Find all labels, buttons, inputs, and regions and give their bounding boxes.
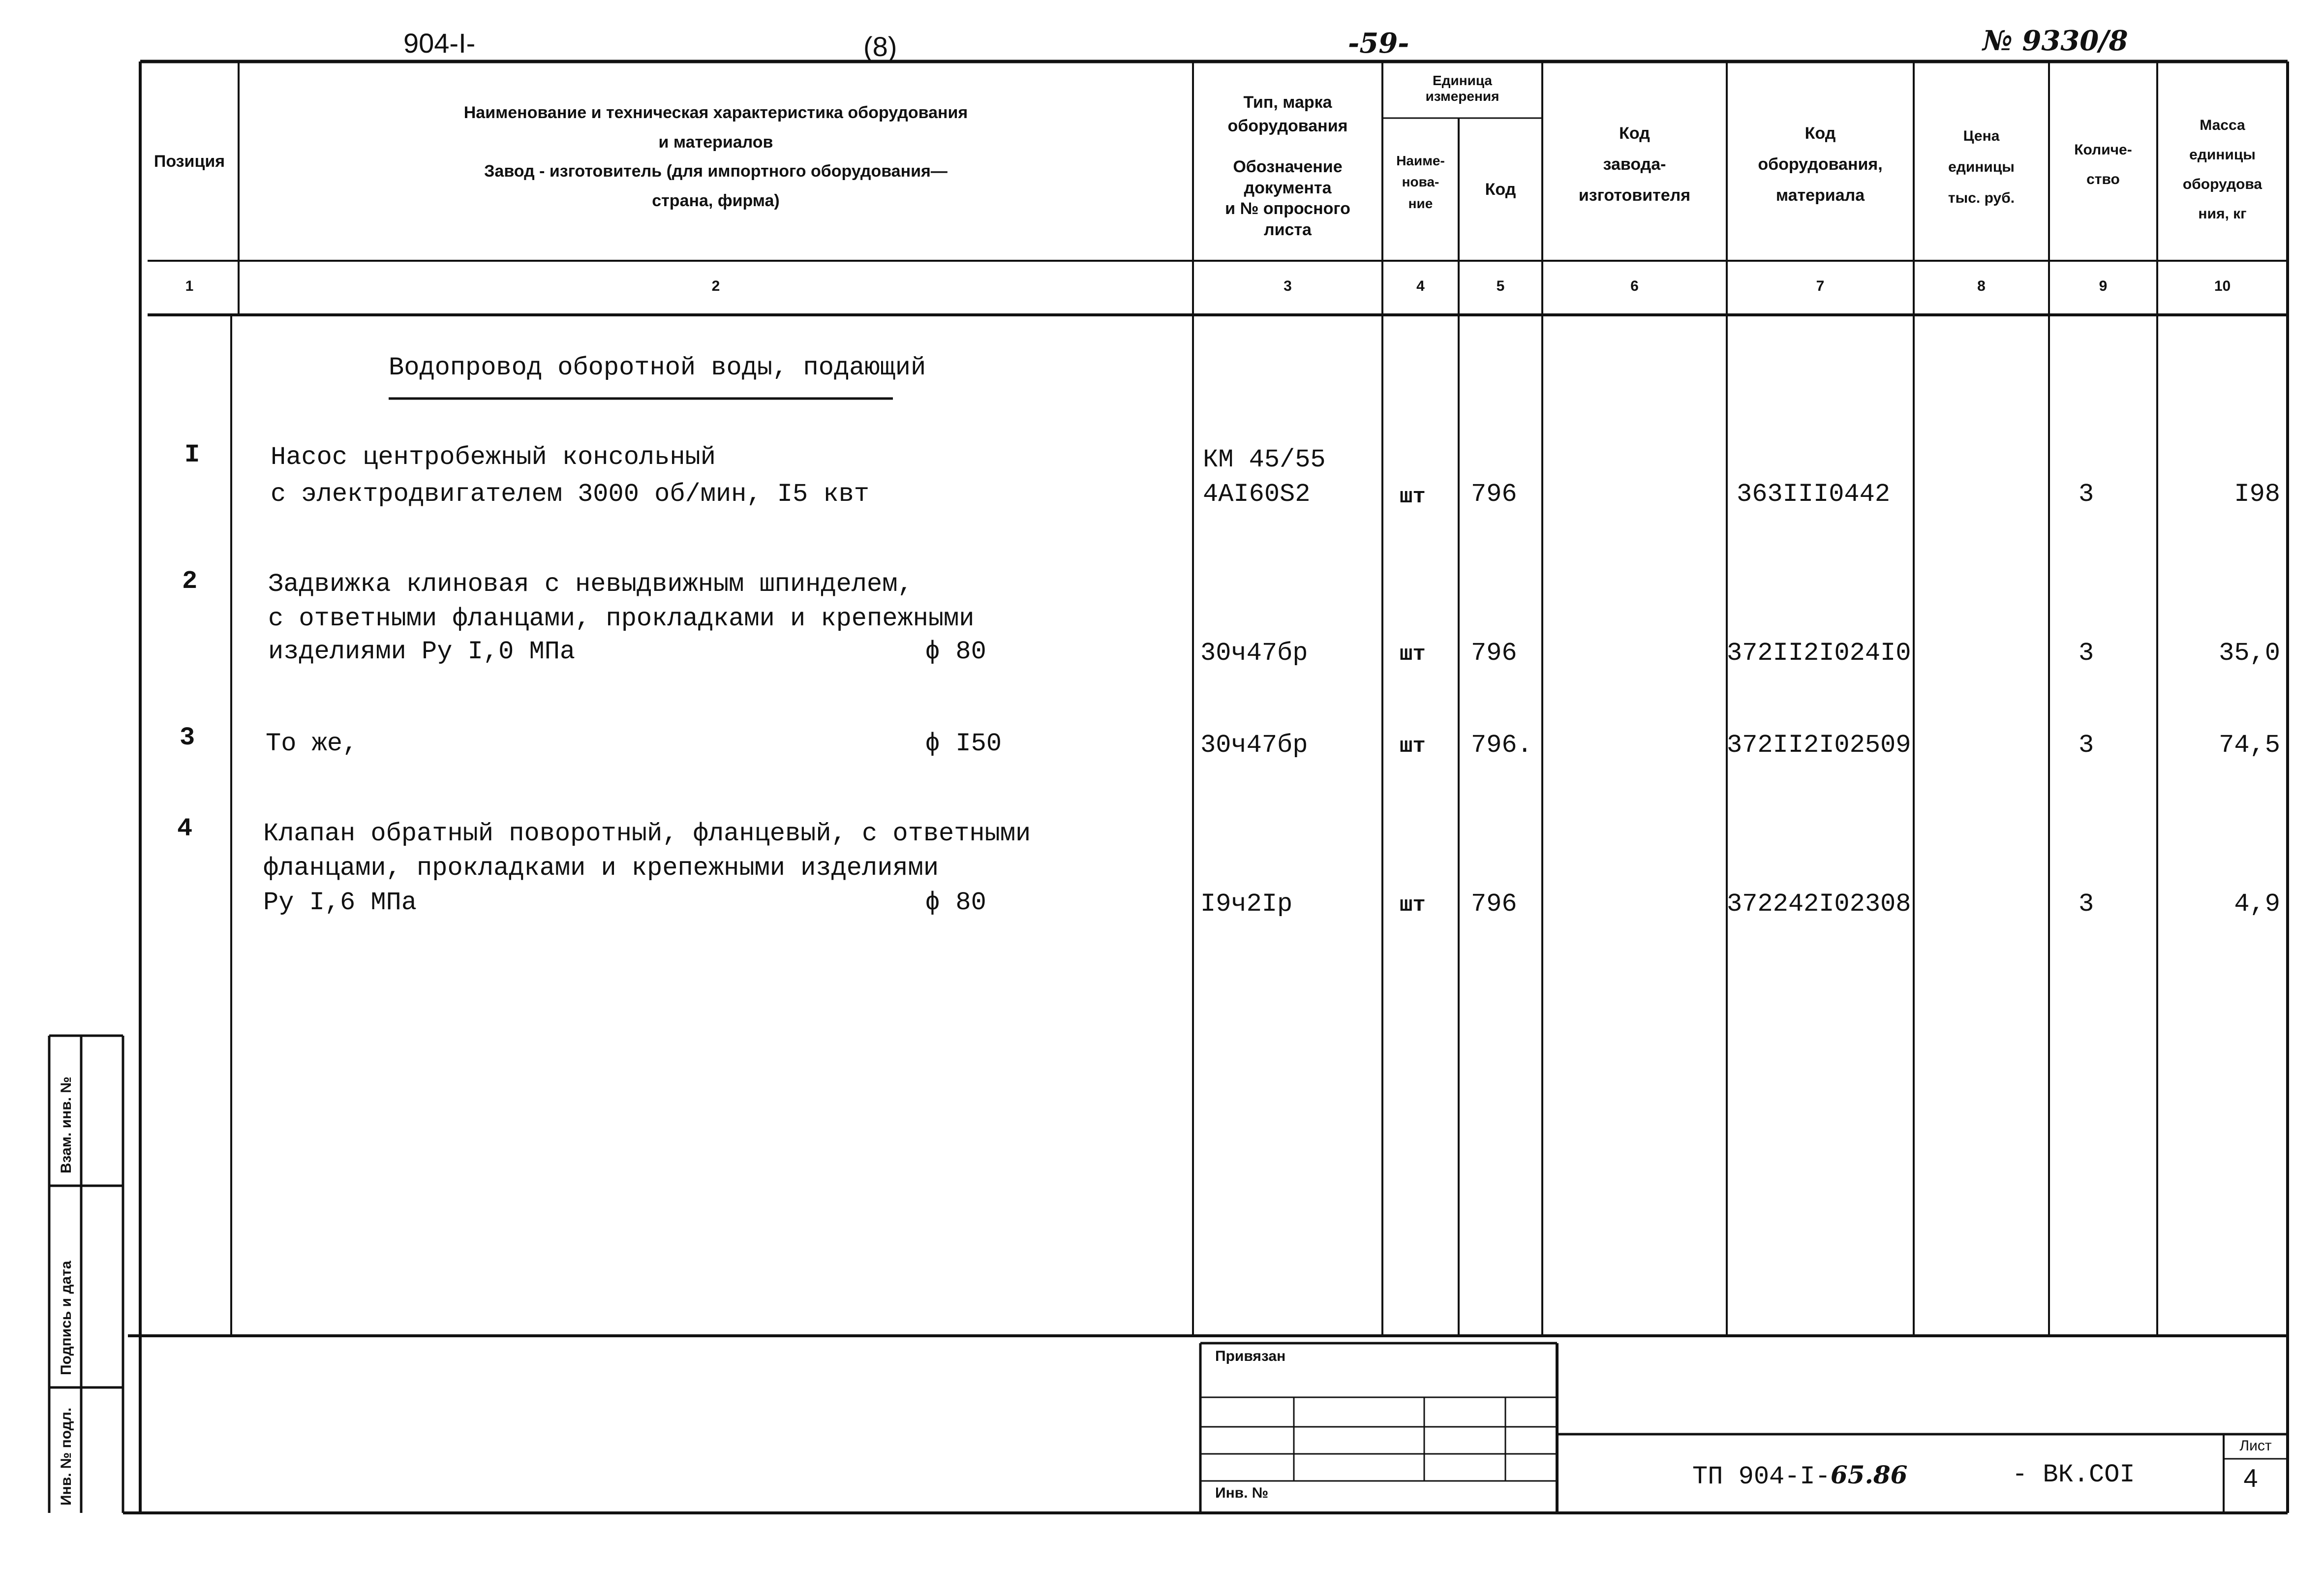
header-unit-group: Единица измерения: [1425, 73, 1499, 104]
row-nominal-diameter: ϕ 80: [925, 637, 986, 666]
sheet-number: 4: [2243, 1464, 2258, 1493]
row-name-line: Насос центробежный консольный: [271, 443, 716, 472]
row-unit-code: 796: [1471, 639, 1517, 668]
stamp-inventory-label: Инв. №: [1215, 1485, 1269, 1501]
row-unit-code: 796: [1471, 890, 1517, 919]
row-position: 2: [182, 567, 198, 596]
header-equipment-code: Код оборудования, материала: [1758, 124, 1883, 205]
row-equipment-code: 372II2I02509: [1727, 731, 1911, 760]
row-nominal-diameter: ϕ I50: [925, 729, 1002, 758]
row-position: 3: [180, 723, 195, 752]
row-nominal-diameter: ϕ 80: [925, 888, 986, 917]
row-quantity: 3: [2079, 480, 2094, 509]
row-quantity: 3: [2079, 731, 2094, 760]
row-equipment-code: 363III0442: [1737, 480, 1891, 509]
row-type-line: 30ч47бр: [1200, 639, 1308, 668]
row-name-line: с ответными фланцами, прокладками и крепежными: [268, 604, 975, 633]
col-number: 4: [1416, 278, 1425, 294]
row-position: I: [184, 440, 200, 469]
header-type: Тип, марка оборудования: [1227, 93, 1348, 135]
col-number: 10: [2214, 278, 2231, 294]
row-unit: шт: [1400, 485, 1426, 509]
col-number: 3: [1284, 278, 1292, 294]
row-name-line: Клапан обратный поворотный, фланцевый, с ответными: [263, 819, 1031, 848]
row-type-line: 30ч47бр: [1200, 731, 1308, 760]
row-unit: шт: [1400, 734, 1426, 759]
side-label-original: Инв. № подл.: [58, 1407, 74, 1506]
header-mass: Масса единицы оборудова ния, кг: [2182, 117, 2263, 222]
header-price: Цена единицы тыс. руб.: [1948, 128, 2015, 206]
part-number: (8): [863, 31, 897, 62]
side-label-signature: Подпись и дата: [58, 1261, 74, 1375]
row-equipment-code: 372242I02308: [1727, 890, 1911, 919]
col-number: 9: [2099, 278, 2108, 294]
header-quantity: Количе- ство: [2074, 142, 2132, 187]
row-type-line: I9ч2Iр: [1200, 890, 1293, 919]
header-position: Позиция: [153, 152, 225, 171]
col-number: 6: [1630, 278, 1639, 294]
row-type-line: 4AI60S2: [1203, 480, 1311, 509]
header-unit-code: Код: [1485, 180, 1516, 199]
header-unit-name: Наиме- нова- ние: [1396, 153, 1445, 211]
col-number: 7: [1816, 278, 1825, 294]
col-number: 1: [185, 278, 194, 294]
row-type-line: КМ 45/55: [1203, 445, 1326, 474]
section-title: Водопровод оборотной воды, подающий: [389, 353, 926, 382]
side-label-replacement: Взам. инв. №: [58, 1077, 74, 1173]
row-unit: шт: [1400, 893, 1426, 918]
row-quantity: 3: [2079, 890, 2094, 919]
row-name-line: Задвижка клиновая с невыдвижным шпинделем,: [268, 570, 913, 599]
row-unit-code: 796: [1471, 480, 1517, 509]
series-number: 904-I-: [403, 28, 476, 59]
document-code: [1692, 1460, 1907, 1491]
header-document: Обозначение документа и № опросного листа: [1225, 157, 1350, 239]
row-mass: 74,5: [2219, 731, 2280, 760]
row-equipment-code: 372II2I024I0: [1727, 639, 1911, 668]
row-mass: I98: [2234, 480, 2280, 509]
row-name-line: фланцами, прокладками и крепежными изделиями: [263, 854, 939, 883]
row-quantity: 3: [2079, 639, 2094, 668]
row-mass: 4,9: [2234, 890, 2280, 919]
sheet-label: Лист: [2239, 1438, 2272, 1454]
document-code-handwritten: 65.86: [1830, 1460, 1908, 1489]
document-suffix: - ВК.СОI: [2012, 1460, 2135, 1489]
row-name-line: То же,: [266, 729, 358, 758]
row-unit: шт: [1400, 642, 1426, 667]
header-maker-code: Код завода- изготовителя: [1578, 124, 1691, 205]
document-code-prefix: ТП 904-I-: [1692, 1462, 1831, 1491]
col-number: 5: [1496, 278, 1505, 294]
col-number: 2: [711, 278, 720, 294]
stamp-bound-label: Привязан: [1215, 1348, 1286, 1364]
row-mass: 35,0: [2219, 639, 2280, 668]
row-name-line: изделиями Ру I,0 МПа: [268, 637, 576, 666]
page-number: -59-: [1348, 27, 1409, 60]
row-position: 4: [177, 814, 193, 843]
col-number: 8: [1977, 278, 1986, 294]
row-name-line: Ру I,6 МПа: [263, 888, 417, 917]
row-name-line: с электродвигателем 3000 об/мин, I5 квт: [271, 480, 869, 509]
row-unit-code: 796.: [1471, 731, 1532, 760]
inventory-number: № 9330/8: [1983, 25, 2128, 57]
header-name: Наименование и техническая характеристика оборудования и материалов Завод - изготовитель (для импортного оборудования— страна, фирма): [463, 103, 968, 210]
